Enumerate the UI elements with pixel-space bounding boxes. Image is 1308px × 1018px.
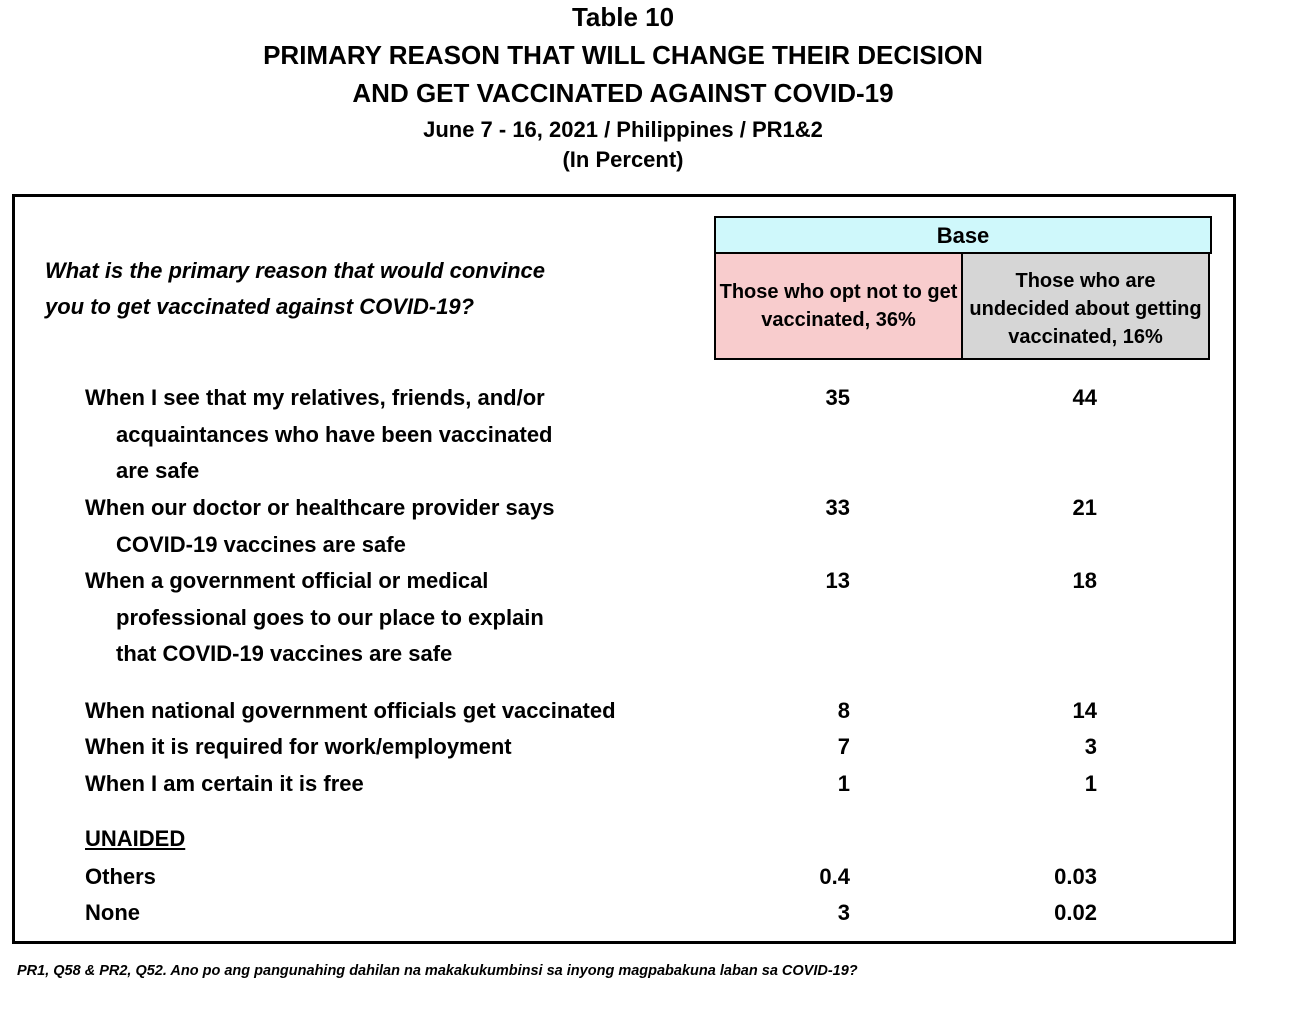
row-label-line: acquaintances who have been vaccinated [116, 421, 553, 447]
table-row-label [85, 380, 553, 490]
row-value-opt-not: 1 [837, 771, 850, 796]
footnote: PR1, Q58 & PR2, Q52. Ano po ang pangunahing dahilan na makakukumbinsi sa inyong magpabakuna laban sa COVID-19? [17, 963, 858, 979]
row-value-opt-not: 35 [825, 385, 850, 410]
row-label-line: When our doctor or healthcare provider says [85, 495, 555, 520]
table-row-label: Others [85, 864, 156, 889]
row-value-undecided: 0.02 [1054, 900, 1097, 925]
row-label-line: COVID-19 vaccines are safe [116, 531, 406, 557]
row-label-line: When I see that my relatives, friends, and/or [85, 385, 545, 410]
table-title-line-2: AND GET VACCINATED AGAINST COVID-19 [352, 78, 894, 108]
table-row-label [85, 490, 554, 563]
column-header-opt-not [714, 252, 963, 360]
row-value-undecided: 3 [1084, 734, 1097, 759]
row-value-opt-not: 3 [837, 900, 850, 925]
row-value-undecided: 44 [1072, 385, 1097, 410]
row-label-line: are safe [116, 458, 200, 484]
table-row-label: When it is required for work/employment [85, 734, 512, 759]
table-row-label: When national government officials get vaccinated [85, 698, 616, 723]
row-label-line: When a government official or medical [85, 568, 489, 593]
table-row-label: When I am certain it is free [85, 771, 364, 796]
column-header-undecided [961, 252, 1210, 360]
table-subtitle: June 7 - 16, 2021 / Philippines / PR1&2 [423, 117, 823, 142]
row-value-undecided: 14 [1072, 698, 1097, 723]
row-value-undecided: 18 [1072, 568, 1097, 593]
table-row-label: None [85, 900, 140, 925]
column-header-opt-not-label: Those who opt not to get vaccinated, 36% [719, 281, 958, 331]
row-value-opt-not: 7 [837, 734, 850, 759]
unaided-heading: UNAIDED [85, 826, 186, 851]
row-value-undecided: 1 [1084, 771, 1097, 796]
table-frame [12, 194, 1236, 944]
survey-question: What is the primary reason that would convince you to get vaccinated against COVID-19? [45, 258, 545, 319]
table-row-label [85, 563, 544, 673]
column-header-undecided-label: Those who are undecided about getting vaccinated, 16% [969, 270, 1202, 348]
row-value-opt-not: 0.4 [819, 864, 850, 889]
base-header: Base [714, 216, 1212, 254]
row-label-line: that COVID-19 vaccines are safe [116, 641, 453, 667]
table-unit: (In Percent) [562, 147, 684, 172]
table-title-line-1: PRIMARY REASON THAT WILL CHANGE THEIR DECISION [263, 40, 983, 70]
row-value-opt-not: 33 [825, 495, 850, 520]
row-value-undecided: 0.03 [1054, 864, 1097, 889]
row-value-undecided: 21 [1072, 495, 1097, 520]
table-number: Table 10 [571, 2, 675, 32]
row-value-opt-not: 13 [825, 568, 850, 593]
row-label-line: professional goes to our place to explain [116, 604, 544, 630]
row-value-opt-not: 8 [837, 698, 850, 723]
